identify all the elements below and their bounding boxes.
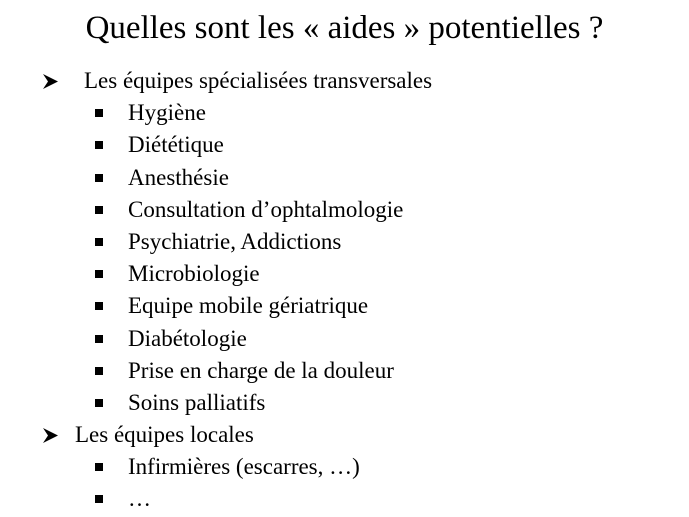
list-item xyxy=(95,98,675,128)
list-item-label: Diabétologie xyxy=(128,326,247,351)
list-item-label: Microbiologie xyxy=(128,261,260,286)
square-bullet-icon xyxy=(95,367,103,375)
arrow-bullet-icon xyxy=(42,427,59,444)
square-bullet-icon xyxy=(95,206,103,214)
list-item xyxy=(95,163,675,193)
list-item-label: … xyxy=(128,486,151,511)
section-item-1 xyxy=(42,66,682,96)
list-item xyxy=(95,324,675,354)
square-bullet-icon xyxy=(95,463,103,471)
square-bullet-icon xyxy=(95,270,103,278)
square-bullet-icon xyxy=(95,238,103,246)
list-item xyxy=(95,356,675,386)
square-bullet-icon xyxy=(95,335,103,343)
square-bullet-icon xyxy=(95,109,103,117)
list-item-label: Diététique xyxy=(128,132,224,157)
list-item xyxy=(95,484,675,514)
list-item xyxy=(95,388,675,418)
list-item xyxy=(95,130,675,160)
list-item xyxy=(95,227,675,257)
list-item-label: Anesthésie xyxy=(128,165,229,190)
list-item xyxy=(95,259,675,289)
square-bullet-icon xyxy=(95,399,103,407)
square-bullet-icon xyxy=(95,174,103,182)
square-bullet-icon xyxy=(95,302,103,310)
list-item-label: Equipe mobile gériatrique xyxy=(128,293,369,318)
square-bullet-icon xyxy=(95,141,103,149)
section-item-2 xyxy=(42,420,682,450)
square-bullet-icon xyxy=(95,495,103,503)
list-item-label: Psychiatrie, Addictions xyxy=(128,229,342,254)
list-item-label: Hygiène xyxy=(128,100,206,125)
section-label: Les équipes locales xyxy=(75,422,254,447)
list-item xyxy=(95,195,675,225)
list-item-label: Infirmières (escarres, …) xyxy=(128,454,360,479)
list-item xyxy=(95,291,675,321)
slide-title: Quelles sont les « aides » potentielles ? xyxy=(85,10,604,46)
list-item-label: Consultation d’ophtalmologie xyxy=(128,197,404,222)
list-item-label: Soins palliatifs xyxy=(128,390,266,415)
arrow-bullet-icon xyxy=(42,73,59,90)
list-item xyxy=(95,452,675,482)
list-item-label: Prise en charge de la douleur xyxy=(128,358,394,383)
section-label: Les équipes spécialisées transversales xyxy=(84,68,433,93)
